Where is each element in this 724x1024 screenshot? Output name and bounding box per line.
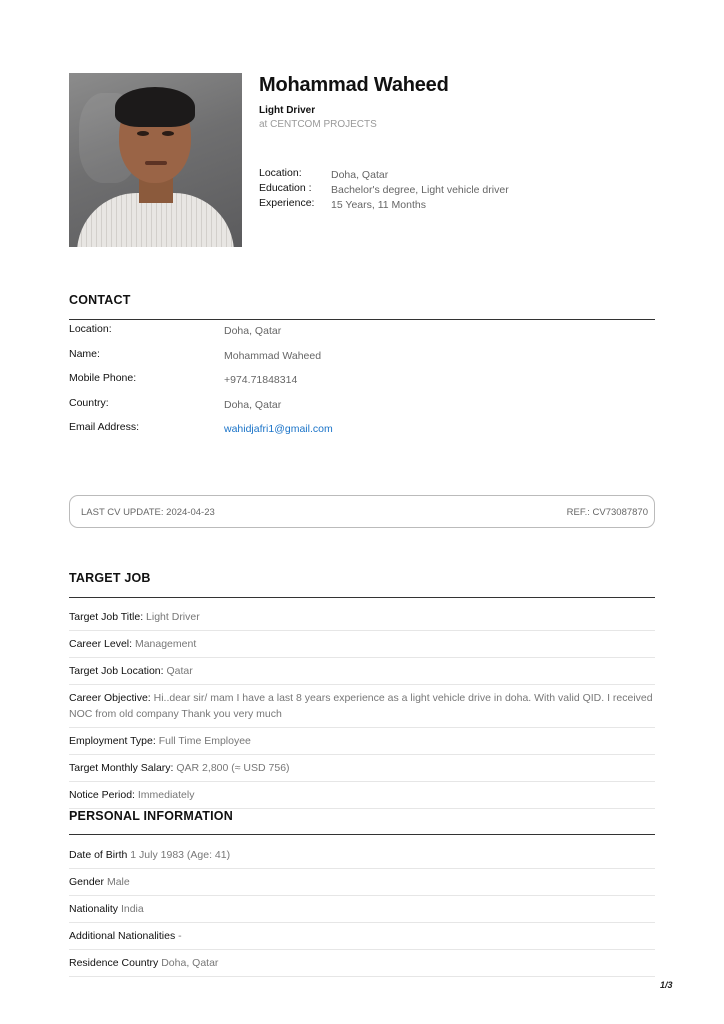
- item-label: Target Monthly Salary:: [69, 762, 174, 774]
- list-item: [69, 923, 655, 950]
- item-value: Doha, Qatar: [161, 957, 219, 969]
- contact-row: [69, 397, 655, 422]
- contact-heading: CONTACT: [69, 293, 131, 307]
- item-value: QAR 2,800 (≈ USD 756): [176, 762, 290, 774]
- list-item: [69, 685, 655, 728]
- contact-row: [69, 372, 655, 397]
- contact-label: Name:: [69, 347, 100, 360]
- item-value: Qatar: [166, 665, 193, 677]
- item-value: Hi..dear sir/ mam I have a last 8 years experience as a light vehicle drive in doha. With valid QID. I received NOC from old company Thank you very much: [69, 692, 653, 720]
- list-item: [69, 755, 655, 782]
- cv-update-box: [69, 495, 655, 528]
- personal-info-heading: PERSONAL INFORMATION: [69, 809, 233, 823]
- job-title: Light Driver: [259, 105, 316, 116]
- item-label: Date of Birth: [69, 849, 128, 861]
- contact-label: Location:: [69, 323, 112, 335]
- last-update-text: LAST CV UPDATE: 2024-04-23: [81, 507, 215, 518]
- contact-label: Country:: [69, 396, 109, 409]
- item-value: Full Time Employee: [158, 735, 251, 747]
- profile-photo: [69, 73, 242, 247]
- company-name: at CENTCOM PROJECTS: [259, 119, 377, 130]
- summary-label: Education :: [259, 182, 312, 194]
- item-value: India: [120, 903, 144, 915]
- section-divider: [69, 319, 655, 320]
- email-link[interactable]: wahidjafri1@gmail.com: [224, 423, 333, 435]
- item-value: Male: [106, 876, 130, 888]
- summary-value: Doha, Qatar: [331, 169, 389, 181]
- item-label: Career Level:: [69, 638, 133, 650]
- item-label: Notice Period:: [69, 789, 135, 801]
- list-item: [69, 869, 655, 896]
- item-label: Employment Type:: [69, 735, 156, 747]
- list-item: [69, 604, 655, 631]
- list-item: [69, 658, 655, 685]
- summary-education: [259, 182, 509, 197]
- profile-summary: [259, 167, 509, 212]
- candidate-name: Mohammad Waheed: [259, 74, 449, 96]
- item-label: Residence Country: [69, 957, 159, 969]
- section-divider: [69, 597, 655, 598]
- contact-table: [69, 323, 655, 446]
- summary-location: [259, 167, 509, 182]
- target-job-list: [69, 604, 655, 809]
- contact-value: Doha, Qatar: [224, 398, 282, 411]
- personal-info-list: [69, 842, 655, 977]
- item-value: -: [178, 930, 182, 942]
- contact-row: [69, 323, 655, 348]
- item-label: Target Job Title:: [69, 611, 144, 623]
- list-item: [69, 950, 655, 977]
- item-value: Light Driver: [146, 611, 200, 623]
- list-item: [69, 631, 655, 658]
- item-label: Nationality: [69, 903, 119, 915]
- list-item: [69, 728, 655, 755]
- contact-label: Mobile Phone:: [69, 372, 137, 384]
- contact-label: Email Address:: [69, 421, 140, 433]
- item-value: Management: [134, 638, 197, 650]
- contact-row: [69, 421, 655, 446]
- contact-value: Mohammad Waheed: [224, 349, 322, 362]
- summary-value: 15 Years, 11 Months: [331, 199, 426, 211]
- contact-value: Doha, Qatar: [224, 325, 282, 337]
- list-item: [69, 896, 655, 923]
- item-label: Additional Nationalities: [69, 930, 176, 942]
- item-value: 1 July 1983 (Age: 41): [130, 849, 231, 861]
- page-number: 1/3: [660, 980, 673, 990]
- item-label: Career Objective:: [69, 692, 151, 704]
- list-item: [69, 782, 655, 809]
- item-label: Target Job Location:: [69, 665, 164, 677]
- summary-experience: [259, 197, 509, 212]
- section-divider: [69, 834, 655, 835]
- reference-number: REF.: CV73087870: [566, 507, 648, 518]
- contact-row: [69, 348, 655, 373]
- summary-label: Experience:: [259, 197, 315, 209]
- item-label: Gender: [69, 876, 105, 888]
- summary-label: Location:: [259, 167, 302, 179]
- contact-value: +974.71848314: [224, 374, 298, 386]
- item-value: Immediately: [137, 789, 195, 801]
- target-job-heading: TARGET JOB: [69, 571, 151, 585]
- summary-value: Bachelor's degree, Light vehicle driver: [331, 184, 509, 196]
- list-item: [69, 842, 655, 869]
